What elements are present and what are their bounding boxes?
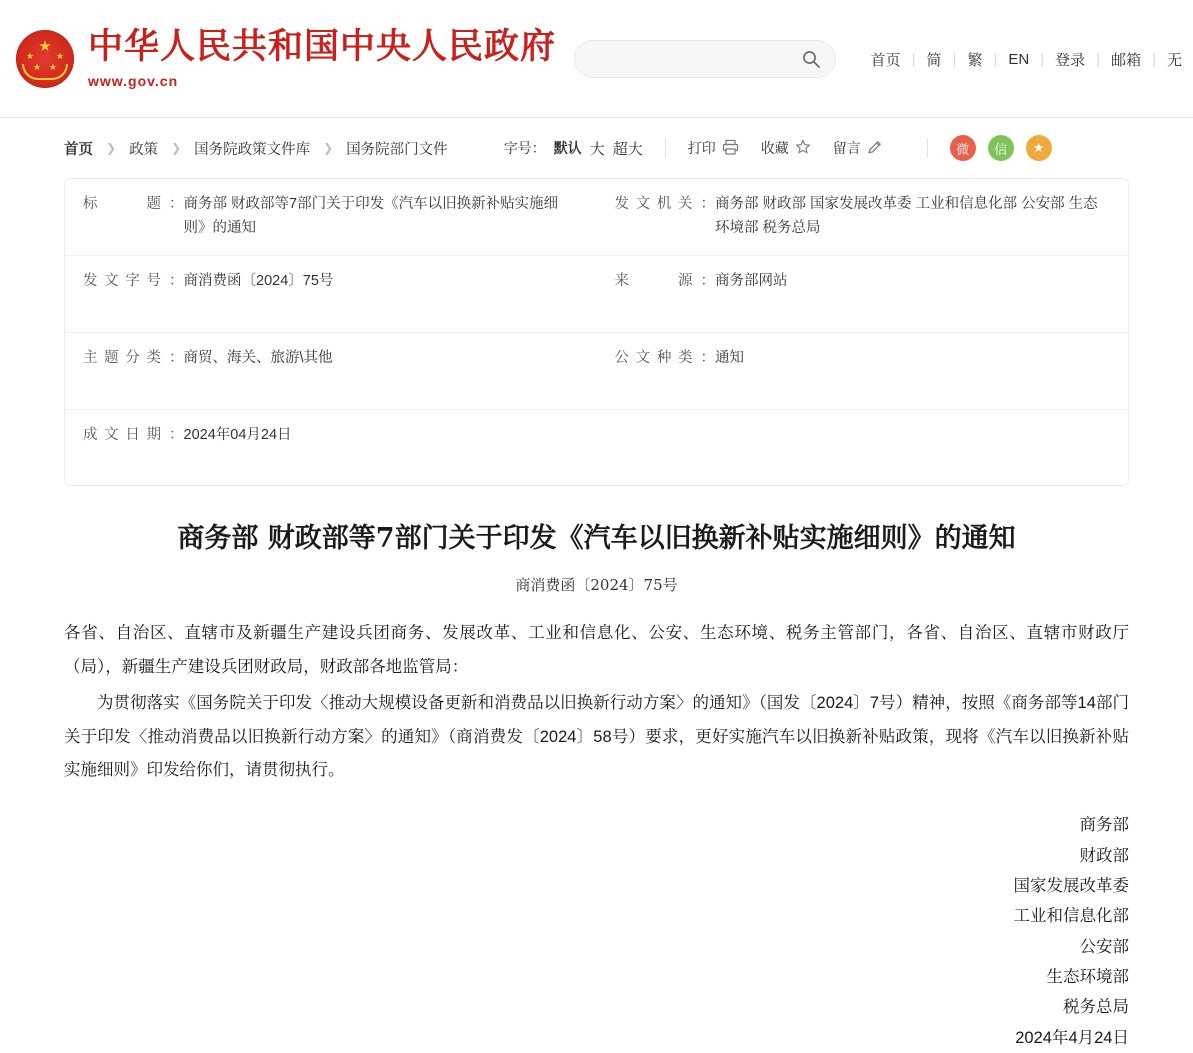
- breadcrumb-item-policy[interactable]: 政策: [129, 141, 159, 158]
- meta-value: 通知: [715, 349, 744, 366]
- meta-cell-date: [65, 410, 1128, 486]
- chevron-right-icon: ❯: [323, 141, 334, 155]
- breadcrumb-item-policy-library[interactable]: 国务院政策文件库: [194, 141, 311, 158]
- favorite-share-icon[interactable]: ★: [1026, 135, 1052, 161]
- chevron-right-icon: ❯: [171, 141, 182, 155]
- meta-cell-issuing-agency: [597, 179, 1129, 255]
- signature-line: 生态环境部: [1046, 968, 1129, 987]
- meta-value: 2024年04月24日: [183, 426, 292, 443]
- meta-value: 商务部 财政部等7部门关于印发《汽车以旧换新补贴实施细则》的通知: [183, 196, 559, 236]
- meta-value: 商务部网站: [715, 272, 788, 289]
- favorite-button[interactable]: [761, 138, 811, 158]
- meta-colon: ：: [700, 272, 715, 289]
- meta-colon: ：: [169, 272, 184, 289]
- nav-item-mail[interactable]: 邮箱: [1111, 51, 1142, 69]
- toolbar-divider: [665, 138, 666, 158]
- pencil-icon[interactable]: [867, 139, 883, 158]
- star-outline-icon[interactable]: [795, 139, 811, 158]
- meta-cell-title: [65, 179, 597, 255]
- meta-key: 公文种类: [614, 349, 693, 366]
- weibo-icon[interactable]: 微: [950, 135, 976, 161]
- nav-divider: |: [1096, 50, 1101, 68]
- nav-item-home[interactable]: 首页: [870, 51, 901, 69]
- nav-item-simplified[interactable]: 简: [926, 51, 942, 69]
- search-box[interactable]: [574, 40, 836, 78]
- meta-colon: ：: [169, 426, 184, 443]
- comment-button[interactable]: [833, 138, 883, 158]
- document-meta-table: [64, 178, 1129, 486]
- nav-divider: |: [952, 50, 957, 68]
- breadcrumb-toolbar-row: [0, 118, 1193, 178]
- wechat-icon[interactable]: 信: [988, 135, 1014, 161]
- nav-item-english[interactable]: EN: [1008, 50, 1030, 68]
- site-domain: www.gov.cn: [88, 72, 179, 89]
- search-input[interactable]: [593, 51, 801, 68]
- meta-cell-doc-number: [65, 256, 597, 332]
- signature-line: 商务部: [1079, 816, 1129, 835]
- meta-key: 成文日期: [83, 426, 161, 443]
- table-row: [65, 333, 1128, 410]
- fontsize-option-large[interactable]: 大: [589, 140, 605, 158]
- document-number: 商消费函〔2024〕75号: [515, 576, 678, 595]
- comment-label: 留言: [832, 140, 861, 156]
- meta-colon: ：: [700, 349, 715, 366]
- nav-item-traditional[interactable]: 繁: [967, 51, 983, 69]
- print-button[interactable]: [688, 138, 739, 158]
- document-paragraph: 各省、自治区、直辖市及新疆生产建设兵团商务、发展改革、工业和信息化、公安、生态环境、税务主管部门，各省、自治区、直辖市财政厅（局），新疆生产建设兵团财政局，财政部各地监管局：: [64, 624, 1129, 676]
- meta-key: 发文字号: [83, 272, 161, 289]
- page-title: 商务部 财政部等7部门关于印发《汽车以旧换新补贴实施细则》的通知: [177, 523, 1016, 555]
- table-row: [65, 179, 1128, 256]
- header-right: [574, 40, 1193, 78]
- table-row: [65, 410, 1128, 486]
- nav-divider: |: [911, 50, 916, 68]
- national-emblem-icon: ★ ★ ★ ★ ★: [16, 30, 74, 88]
- header-nav: [860, 49, 1193, 70]
- signature-line: 财政部: [1079, 846, 1129, 865]
- share-group: [950, 135, 1052, 161]
- breadcrumb-item-home[interactable]: 首页: [64, 141, 93, 158]
- meta-value: 商消费函〔2024〕75号: [183, 272, 334, 289]
- document-paragraph: 为贯彻落实《国务院关于印发〈推动大规模设备更新和消费品以旧换新行动方案〉的通知》（国发〔2024〕7号）精神，按照《商务部等14部门关于印发〈推动消费品以旧换新行动方案〉的通知》（商消费发〔2024〕58号）要求，更好实施汽车以旧换新补贴政策，现将《汽车以旧换新补贴实施细则》印发给你们，请贯彻执行。: [64, 693, 1129, 780]
- breadcrumb: [64, 138, 448, 159]
- signature-line: 公安部: [1079, 937, 1129, 956]
- nav-item-login[interactable]: 登录: [1055, 51, 1086, 69]
- meta-cell-source: [597, 256, 1129, 332]
- signature-line: 税务总局: [1063, 998, 1129, 1017]
- document-signature: [64, 810, 1129, 1053]
- breadcrumb-item-department-docs[interactable]: 国务院部门文件: [346, 141, 448, 158]
- meta-key: 标题: [83, 196, 161, 212]
- document-toolbar: [504, 135, 1052, 161]
- meta-key: 发文机关: [614, 196, 693, 212]
- meta-cell-doc-type: [597, 333, 1129, 409]
- site-title: 中华人民共和国中央人民政府: [88, 26, 557, 68]
- signature-date: 2024年4月24日: [1015, 1028, 1129, 1047]
- site-header: [0, 0, 1193, 118]
- chevron-right-icon: ❯: [106, 141, 117, 155]
- document-body: [64, 617, 1129, 788]
- nav-divider: |: [993, 50, 998, 68]
- document-article: [0, 520, 1193, 1053]
- signature-line: 工业和信息化部: [1013, 907, 1129, 926]
- print-label: 打印: [687, 140, 716, 156]
- meta-colon: ：: [169, 349, 184, 366]
- site-brand[interactable]: [16, 28, 556, 89]
- nav-divider: |: [1040, 50, 1045, 68]
- fontsize-option-extra-large[interactable]: 超大: [612, 140, 643, 158]
- favorite-label: 收藏: [760, 140, 789, 156]
- printer-icon[interactable]: [722, 139, 739, 158]
- meta-colon: ：: [169, 196, 184, 212]
- nav-item-more[interactable]: 无: [1166, 51, 1182, 69]
- meta-value: 商贸、海关、旅游\其他: [183, 349, 333, 366]
- meta-colon: ：: [700, 196, 715, 212]
- fontsize-label: 字号：: [503, 140, 546, 156]
- meta-value: 商务部 财政部 国家发展改革委 工业和信息化部 公安部 生态环境部 税务总局: [715, 196, 1098, 236]
- search-icon[interactable]: [801, 49, 821, 69]
- toolbar-divider: [927, 138, 928, 158]
- table-row: [65, 256, 1128, 333]
- fontsize-option-default[interactable]: 默认: [553, 140, 582, 156]
- meta-cell-topic: [65, 333, 597, 409]
- meta-key: 主题分类: [83, 349, 161, 366]
- nav-divider: |: [1152, 50, 1156, 68]
- meta-key: 来源: [614, 272, 693, 289]
- signature-line: 国家发展改革委: [1013, 876, 1129, 895]
